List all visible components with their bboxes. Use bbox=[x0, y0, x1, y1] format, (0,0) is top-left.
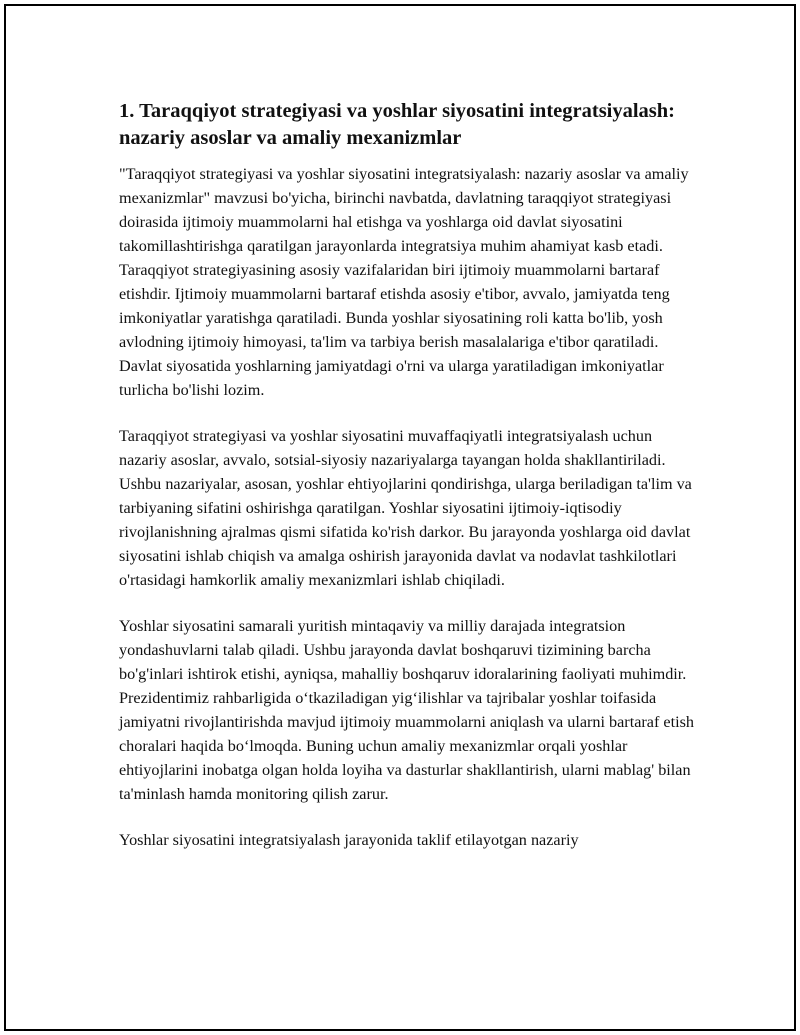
document-body bbox=[119, 98, 699, 852]
paragraph-4: Yoshlar siyosatini integratsiyalash jarayonida taklif etilayotgan nazariy bbox=[119, 831, 579, 849]
paragraph-2: Taraqqiyot strategiyasi va yoshlar siyosatini muvaffaqiyatli integratsiyalash uchun nazariy asoslar, avvalo, sotsial-siyosiy nazariyalarga tayangan holda shakllantiriladi. Ushbu nazariyalar, asosan, yoshlar ehtiyojlarini qondirishga, ularga beriladigan ta'lim va tarbiyaning sifatini oshirishga qaratilgan. Yoshlar siyosatini ijtimoiy-iqtisodiy rivojlanishning ajralmas qismi sifatida ko'rish darkor. Bu jarayonda yoshlarga oid davlat siyosatini ishlab chiqish va amalga oshirish jarayonida davlat va nodavlat tashkilotlari o'rtasidagi hamkorlik amaliy mexanizmlari ishlab chiqiladi. bbox=[119, 427, 692, 589]
paragraph-3: Yoshlar siyosatini samarali yuritish mintaqaviy va milliy darajada integratsion yondashuvlarni talab qiladi. Ushbu jarayonda davlat boshqaruvi tizimining barcha bo'g'inlari ishtirok etishi, ayniqsa, mahalliy boshqaruv idoralarining faoliyati muhimdir. Prezidentimiz rahbarligida o‘tkaziladigan yig‘ilishlar va tajribalar yoshlar toifasida jamiyatni rivojlantirishda mavjud ijtimoiy muammolarni aniqlash va ularni bartaraf etish choralari haqida bo‘lmoqda. Buning uchun amaliy mexanizmlar orqali yoshlar ehtiyojlarini inobatga olgan holda loyiha va dasturlar shakllantirish, ularni mablag' bilan ta'minlash hamda monitoring qilish zarur. bbox=[119, 617, 694, 803]
section-heading: 1. Taraqqiyot strategiyasi va yoshlar siyosatini integratsiyalash: nazariy asoslar va amaliy mexanizmlar bbox=[119, 100, 676, 149]
paragraph-1: "Taraqqiyot strategiyasi va yoshlar siyosatini integratsiyalash: nazariy asoslar va amaliy mexanizmlar" mavzusi bo'yicha, birinchi navbatda, davlatning taraqqiyot strategiyasi doirasida ijtimoiy muammolarni hal etishga va yoshlarga oid davlat siyosatini takomillashtirishga qaratilgan jarayonlarda integratsiya muhim ahamiyat kasb etadi. Taraqqiyot strategiyasining asosiy vazifalaridan biri ijtimoiy muammolarni bartaraf etishdir. Ijtimoiy muammolarni bartaraf etishda asosiy e'tibor, avvalo, jamiyatda teng imkoniyatlar yaratishga qaratiladi. Bunda yoshlar siyosatining roli katta bo'lib, yosh avlodning ijtimoiy himoyasi, ta'lim va tarbiya berish masalalariga e'tibor qaratiladi. Davlat siyosatida yoshlarning jamiyatdagi o'rni va ularga yaratiladigan imkoniyatlar turlicha bo'lishi lozim. bbox=[119, 165, 689, 399]
page-frame bbox=[4, 4, 796, 1031]
